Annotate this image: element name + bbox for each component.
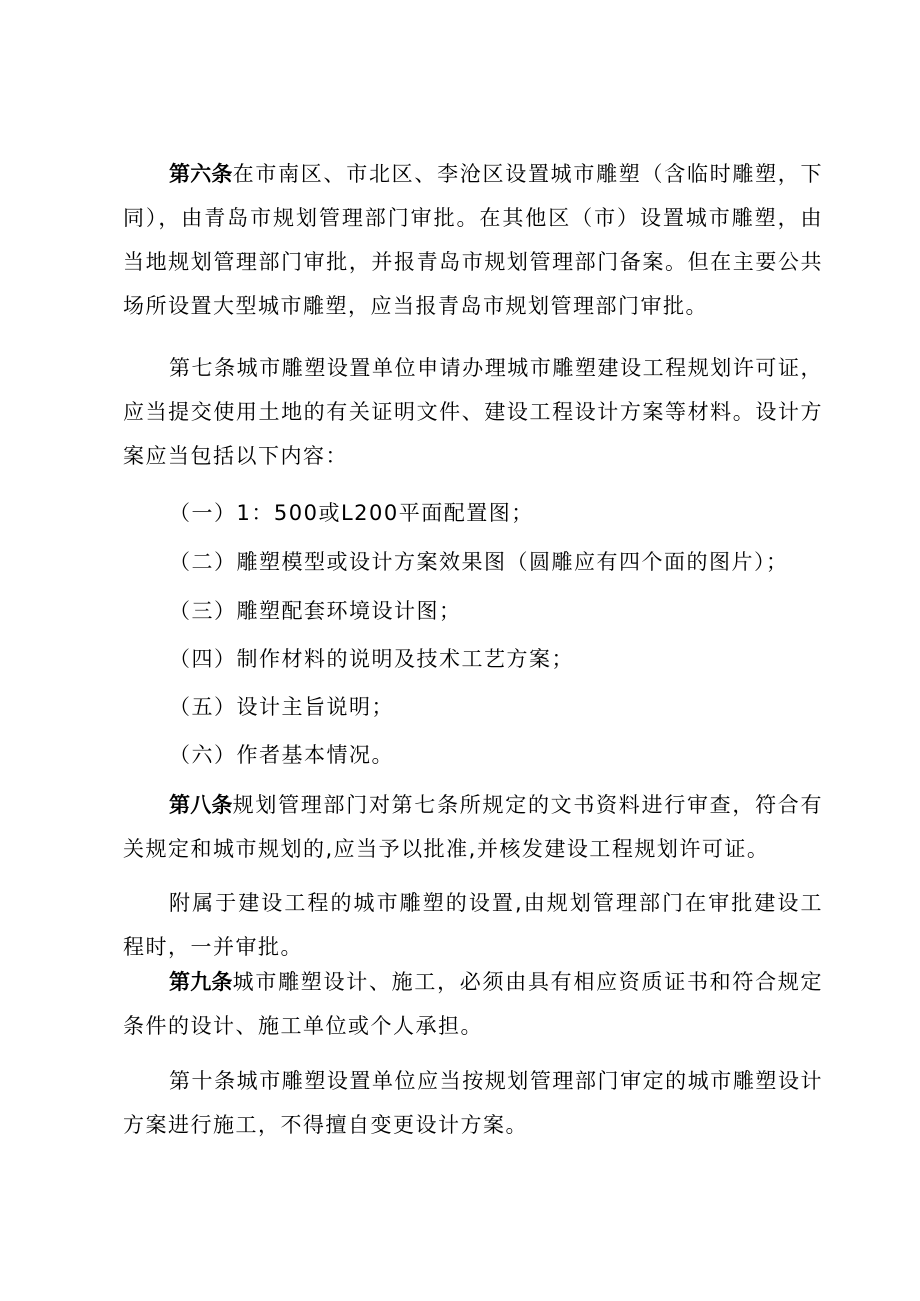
article-10-text: 第十条城市雕塑设置单位应当按规划管理部门审定的城市雕塑设计方案进行施工，不得擅自变更设计方案。	[123, 1069, 823, 1137]
article-8-paragraph-2	[123, 881, 823, 969]
article-7-paragraph	[123, 346, 823, 478]
article-6-paragraph	[123, 152, 823, 328]
list-item: （三）雕塑配套环境设计图；	[169, 599, 462, 623]
list-item: （五）设计主旨说明；	[169, 695, 394, 719]
article-9-text: 城市雕塑设计、施工，必须由具有相应资质证书和符合规定条件的设计、施工单位或个人承担。	[123, 970, 824, 1038]
article-8-para2-text: 附属于建设工程的城市雕塑的设置,由规划管理部门在审批建设工程时，一并审批。	[123, 891, 823, 959]
list-item: （二）雕塑模型或设计方案效果图（圆雕应有四个面的图片）；	[169, 550, 789, 574]
list-item: （六）作者基本情况。	[169, 743, 394, 767]
article-8-heading: 第八条	[169, 793, 233, 817]
article-9-heading: 第九条	[169, 970, 233, 994]
article-8-text: 规划管理部门对第七条所规定的文书资料进行审查，符合有关规定和城市规划的,应当予以批准,并核发建设工程规划许可证。	[123, 793, 824, 861]
list-item: （四）制作材料的说明及技术工艺方案；	[169, 647, 574, 671]
list-item: （一）1：500或L200平面配置图；	[169, 501, 534, 525]
article-6-heading: 第六条	[169, 162, 233, 186]
article-7-text: 第七条城市雕塑设置单位申请办理城市雕塑建设工程规划许可证，应当提交使用土地的有关证明文件、建设工程设计方案等材料。设计方案应当包括以下内容：	[123, 356, 823, 468]
article-6-text: 在市南区、市北区、李沧区设置城市雕塑（含临时雕塑，下同），由青岛市规划管理部门审批。在其他区（市）设置城市雕塑，由当地规划管理部门审批，并报青岛市规划管理部门备案。但在主要公共场所设置大型城市雕塑，应当报青岛市规划管理部门审批。	[123, 162, 824, 318]
article-8-paragraph	[123, 783, 823, 871]
article-10-paragraph	[123, 1059, 823, 1147]
article-9-paragraph	[123, 960, 823, 1048]
